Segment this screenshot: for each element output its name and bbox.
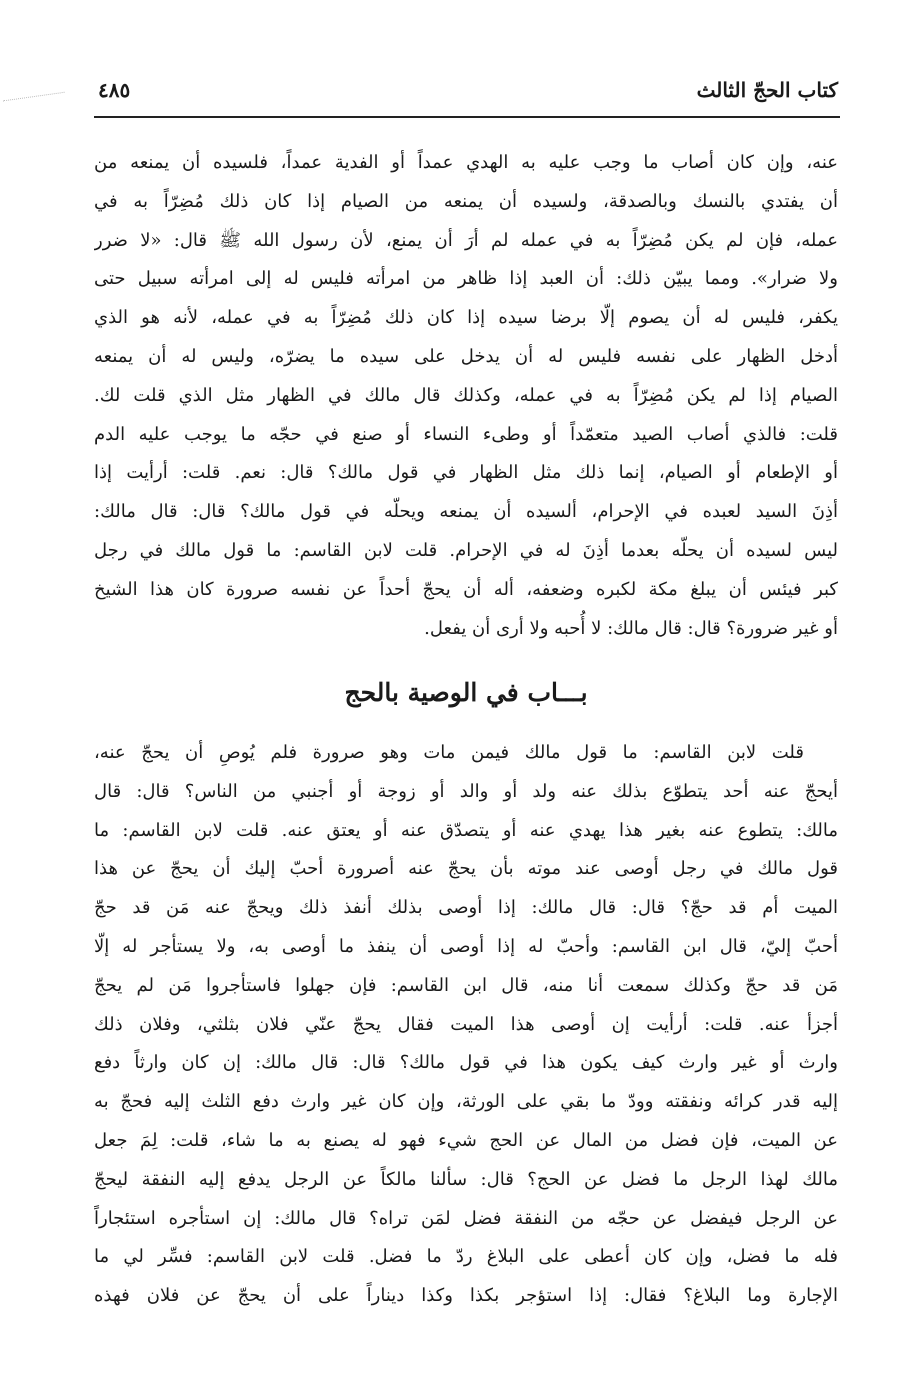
page-header	[94, 74, 840, 118]
text-line: الإجارة وما البلاغ؟ فقال: إذا استؤجر بكذا وكذا ديناراً على أن يحجّ عن فلان فهذه	[94, 1285, 838, 1307]
running-title: كتاب الحجّ الثالث	[696, 78, 838, 102]
text-line: أو غير ضرورة؟ قال: قال مالك: لا أُحبه ولا أرى أن يفعل.	[424, 617, 838, 639]
text-line: أحبّ إليّ، قال ابن القاسم: وأحبّ له إذا أوصى أن ينفذ ما أوصى به، ولا يستأجر له إلّا	[94, 935, 838, 957]
text-line: أجزأ عنه. قلت: أرأيت إن أوصى هذا الميت فقال يحجّ عنّي فلان بثلثي، وفلان ذلك	[94, 1013, 838, 1035]
section-body	[94, 734, 838, 1316]
text-line: عنه، وإن كان أصاب ما وجب عليه به الهدي عمداً أو الفدية عمداً، فلسيده أن يمنعه من	[94, 152, 838, 173]
text-line: ليس لسيده أن يحلّه بعدما أذِنَ له في الإحرام. قلت لابن القاسم: ما قول مالك في رجل	[94, 539, 838, 561]
text-line: عن الرجل فيفضل عن حجّه من النفقة فضل لمَن تراه؟ قال مالك: إن استأجره استئجاراً	[94, 1207, 838, 1229]
text-line: الصيام إذا لم يكن مُضِرّاً به في عمله، وكذلك قال مالك في الظهار مثل الذي قلت لك.	[94, 384, 838, 406]
text-line: أذِنَ السيد لعبده في الإحرام، ألسيده أن يمنعه ويحلّه في قول مالك؟ قال: قال مالك:	[94, 501, 838, 523]
paragraph-continued	[94, 144, 838, 648]
text-line: أدخل الظهار على نفسه فليس له أن يدخل على سيده ما يضرّه، وليس له أن يمنعه	[94, 345, 838, 367]
text-line: عن الميت، فإن فضل من المال عن الحج شيء فهو له يصنع به ما شاء، قلت: لِمَ جعل	[94, 1129, 838, 1151]
page-number: ٤٨٥	[98, 78, 131, 102]
text-line: قلت لابن القاسم: ما قول مالك فيمن مات وهو صرورة فلم يُوصِ أن يحجّ عنه،	[94, 742, 804, 763]
text-line: فله ما فضل، وإن كان أعطى على البلاغ ردّ ما فضل. قلت لابن القاسم: فسِّر لي ما	[94, 1246, 838, 1268]
text-line: يكفر، فليس له أن يصوم إلّا برضا سيده إذا كان ذلك مُضِرّاً به في عمله، لأنه هو الذي	[94, 307, 838, 329]
text-line: الميت أم قد حجّ؟ قال: قال مالك: إذا أوصى بذلك أنفذ ذلك ويحجّ عنه مَن قد حجّ	[94, 897, 838, 919]
text-line: عمله، فإن لم يكن مُضِرّاً به في عمله لم أرَ أن يمنع، لأن رسول الله ﷺ قال: «لا ضرر	[94, 229, 838, 251]
text-line: كبر فيئس أن يبلغ مكة لكبره وضعفه، أله أن يحجّ أحداً عن نفسه صرورة كان هذا الشيخ	[94, 578, 838, 600]
text-line: وارث أو غير وارث كيف يكون هذا في قول مالك؟ قال: قال مالك: إن كان وارثاً دفع	[94, 1052, 838, 1074]
text-line: أيحجّ عنه أحد يتطوّع بذلك عنه ولد أو والد أو زوجة أو أجنبي من الناس؟ قال: قال	[94, 780, 838, 802]
text-line: إليه قدر كرائه ونفقته وودّ ما بقي على الورثة، وإن كان غير وارث دفع الثلث إليه فحجّ به	[94, 1091, 838, 1113]
section-heading: بـــاب في الوصية بالحج	[344, 678, 588, 707]
text-line: مالك: يتطوع عنه بغير هذا يهدي عنه أو يتصدّق عنه أو يعتق عنه. قلت لابن القاسم: ما	[94, 819, 838, 841]
text-line: ولا ضرار». ومما يبيّن ذلك: أن العبد إذا ظاهر من امرأته فليس له إلى امرأته سبيل حتى	[94, 268, 838, 290]
text-line: مَن قد حجّ وكذلك سمعت أنا منه، قال ابن القاسم: فإن جهلوا فاستأجروا مَن لم يحجّ	[94, 974, 838, 996]
text-line: أن يفتدي بالنسك وبالصدقة، ولسيده أن يمنعه من الصيام إذا كان ذلك مُضِرّاً به في	[94, 190, 838, 212]
scan-artifact	[3, 92, 67, 117]
text-line: قلت: فالذي أصاب الصيد متعمّداً أو وطىء النساء أو صنع في حجّه ما يوجب عليه الدم	[94, 423, 838, 445]
text-line: أو الإطعام أو الصيام، إنما ذلك مثل الظهار في قول مالك؟ قال: نعم. قلت: أرأيت إذا	[94, 462, 838, 484]
text-line: قول مالك في رجل أوصى عند موته بأن يحجّ عنه أصرورة أحبّ إليك أن يحجّ عن هذا	[94, 858, 838, 880]
text-line: مالك لهذا الرجل ما فضل عن الحج؟ قال: سألنا مالكاً عن الرجل يدفع إليه النفقة ليحجّ	[94, 1168, 838, 1190]
